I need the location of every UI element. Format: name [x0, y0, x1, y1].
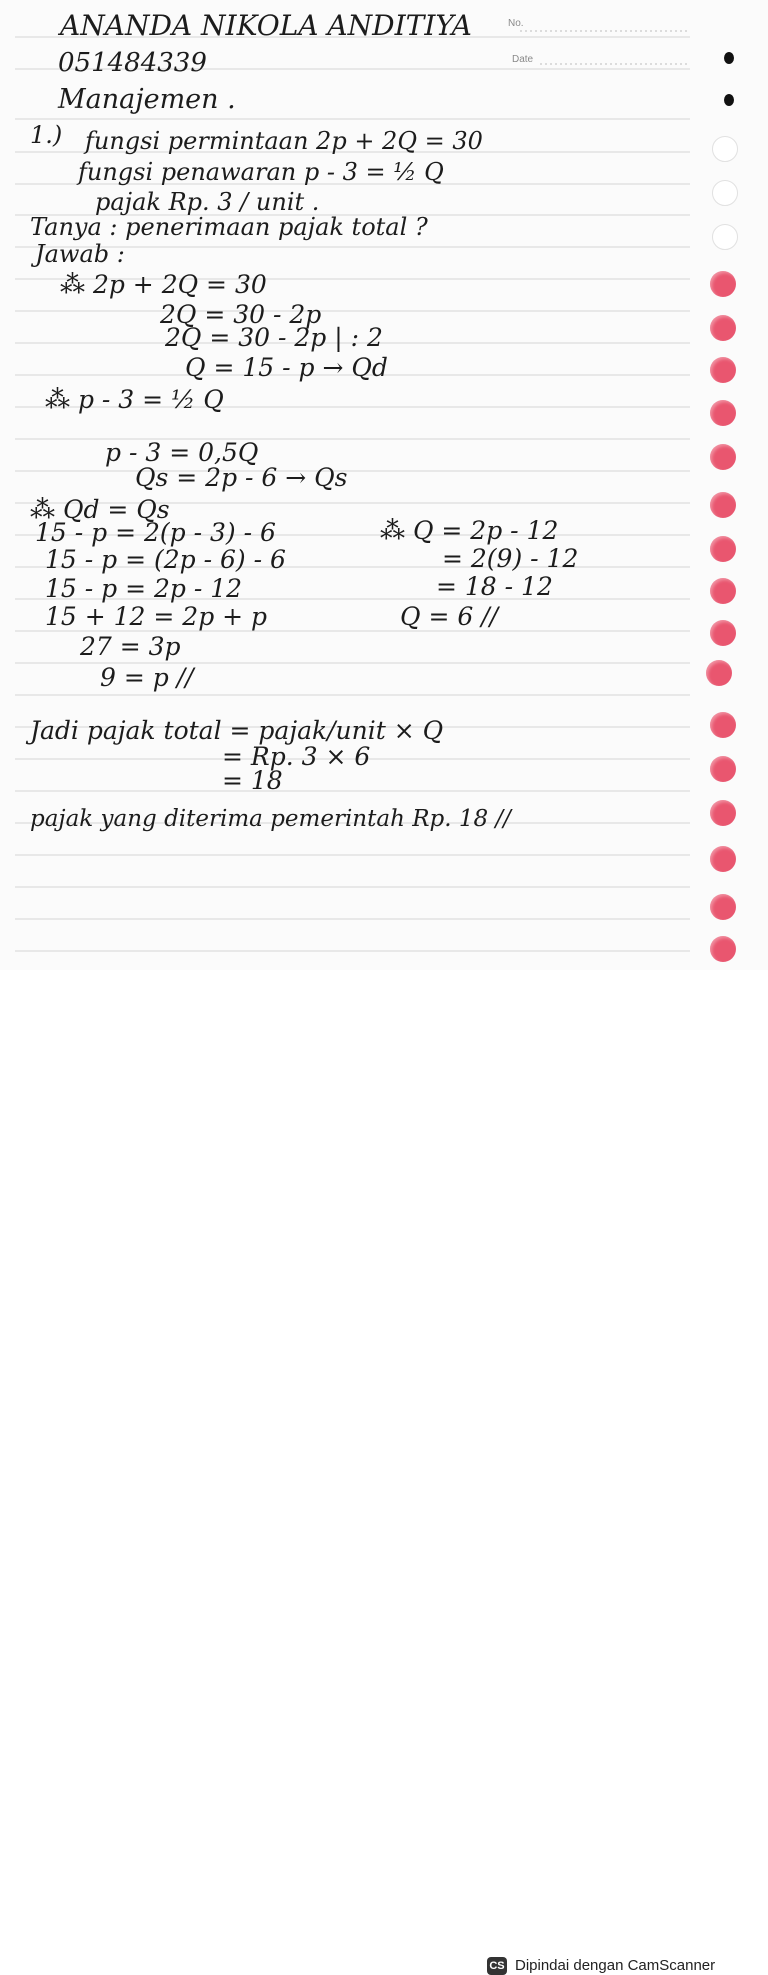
student-name: ANANDA NIKOLA ANDITIYA [60, 9, 472, 42]
supply-step: Qs = 2p - 6 → Qs [135, 463, 348, 492]
equilibrium-step: 9 = p // [100, 663, 194, 692]
binder-hole [710, 846, 736, 872]
binder-dot [724, 94, 734, 106]
demand-step: 2Q = 30 - 2p [160, 300, 322, 329]
demand-step: 2Q = 30 - 2p | : 2 [165, 323, 383, 352]
scanner-footer [0, 970, 768, 1974]
equilibrium-step: 27 = 3p [80, 632, 181, 661]
demand-function: fungsi permintaan 2p + 2Q = 30 [85, 127, 483, 155]
binder-hole [710, 800, 736, 826]
binder-hole [710, 894, 736, 920]
equilibrium-step: 15 + 12 = 2p + p [45, 602, 268, 631]
date-label: Date [512, 54, 534, 65]
binder-hole [706, 660, 732, 686]
binder-hole [710, 444, 736, 470]
binder-hole [710, 756, 736, 782]
binder-hole [710, 536, 736, 562]
binder-hole [712, 180, 738, 206]
equilibrium-step: 15 - p = (2p - 6) - 6 [45, 545, 286, 574]
binder-hole [712, 224, 738, 250]
binder-dot [724, 52, 734, 64]
total-tax-step: = 18 [222, 766, 283, 795]
binder-hole [710, 936, 736, 962]
total-tax-step: Jadi pajak total = pajak/unit × Q [30, 716, 444, 745]
no-label: No. [508, 18, 524, 29]
demand-step: Q = 15 - p → Qd [185, 353, 388, 382]
equilibrium-step: ⁂ Qd = Qs [30, 495, 170, 524]
binder-hole [712, 136, 738, 162]
quantity-step: = 2(9) - 12 [442, 544, 579, 573]
binder-hole [710, 315, 736, 341]
quantity-step: Q = 6 // [400, 602, 499, 631]
binder-hole [710, 400, 736, 426]
supply-step: ⁂ p - 3 = ½ Q [45, 385, 224, 414]
question-ask: Tanya : penerimaan pajak total ? [30, 213, 428, 241]
equilibrium-step: 15 - p = 2p - 12 [45, 574, 243, 603]
total-tax-step: = Rp. 3 × 6 [222, 742, 371, 771]
demand-step: ⁂ 2p + 2Q = 30 [60, 270, 267, 299]
conclusion: pajak yang diterima pemerintah Rp. 18 // [30, 806, 511, 832]
quantity-step: = 18 - 12 [436, 572, 553, 601]
question-number: 1.) [30, 121, 63, 149]
scanner-watermark-text: Dipindai dengan CamScanner [515, 1957, 716, 1974]
binder-hole [710, 620, 736, 646]
equilibrium-step: 15 - p = 2(p - 3) - 6 [35, 518, 276, 547]
binder-hole [710, 492, 736, 518]
quantity-step: ⁂ Q = 2p - 12 [380, 516, 559, 545]
binder-hole [710, 357, 736, 383]
tax-per-unit: pajak Rp. 3 / unit . [95, 188, 320, 216]
supply-function: fungsi penawaran p - 3 = ½ Q [78, 158, 444, 186]
supply-step: p - 3 = 0,5Q [105, 438, 259, 467]
student-major: Manajemen . [58, 84, 236, 115]
answer-label: Jawab : [35, 240, 125, 268]
student-id: 051484339 [58, 48, 207, 78]
camscanner-logo: CS [487, 1957, 507, 1975]
binder-hole [710, 712, 736, 738]
binder-hole [710, 271, 736, 297]
binder-hole [710, 578, 736, 604]
